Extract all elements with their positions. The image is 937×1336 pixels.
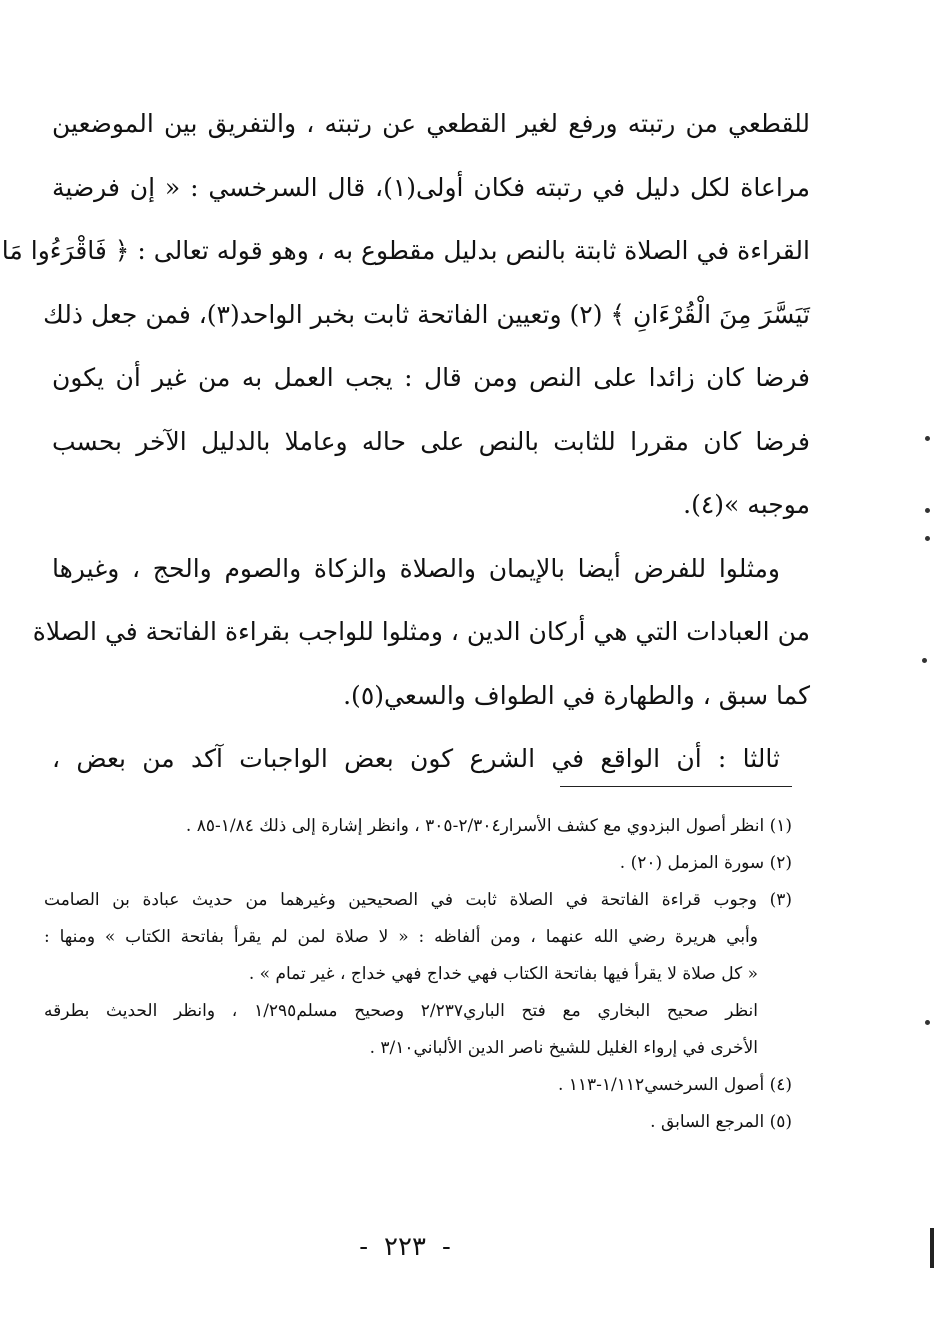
footnote-3: (٣) وجوب قراءة الفاتحة في الصلاة ثابت في الصحيحين وغيرهما من حديث عبادة بن الصامت: [44, 890, 792, 910]
footnotes-block: [44, 808, 792, 1141]
scan-dot-mark: [925, 1020, 930, 1025]
body-line-4: تَيَسَّرَ مِنَ الْقُرْءَانِ ﴾ (٢) وتعيين الفاتحة ثابت بخبر الواحد(٣)، فمن جعل ذلك: [43, 299, 810, 329]
body-line-7: موجبه »(٤).: [683, 490, 810, 519]
body-line-6: فرضا كان مقررا للثابت بالنص على حاله وعاملا بالدليل الآخر بحسب: [52, 426, 810, 456]
main-text-block: [1, 92, 810, 791]
body-line-2: مراعاة لكل دليل في رتبته فكان أولى(١)، قال السرخسي : « إن فرضية: [52, 172, 810, 202]
body-line-11: ثالثا : أن الواقع في الشرع كون بعض الواجبات آكد من بعض ،: [52, 744, 780, 773]
scan-edge-mark: [930, 1228, 934, 1268]
body-line-8: ومثلوا للفرض أيضا بالإيمان والصلاة والزكاة والصوم والحج ، وغيرها: [52, 553, 780, 583]
body-line-3: القراءة في الصلاة ثابتة بالنص بدليل مقطوع به ، وهو قوله تعالى : ﴿ فَاقْرَءُوا مَا: [1, 236, 810, 265]
footnote-5: (٥) المرجع السابق .: [650, 1112, 792, 1132]
footnote-divider: [560, 786, 792, 787]
page-number: [0, 1232, 810, 1262]
body-line-1: للقطعي من رتبته ورفع لغير القطعي عن رتبته ، والتفريق بين الموضعين: [52, 109, 810, 138]
footnote-1: (١) انظر أصول البزدوي مع كشف الأسرار٢/٣٠٤-٣٠٥ ، وانظر إشارة إلى ذلك ١/٨٤-٨٥ .: [185, 816, 792, 836]
footnote-4: (٤) أصول السرخسي١/١١٢-١١٣ .: [557, 1075, 792, 1095]
page-number-dash-right: -: [441, 1232, 451, 1262]
scan-dot-mark: [925, 436, 930, 441]
body-line-10: كما سبق ، والطهارة في الطواف والسعي(٥).: [343, 680, 810, 710]
page-number-value: ٢٢٣: [384, 1232, 426, 1262]
body-line-5: فرضا كان زائدا على النص ومن قال : يجب العمل به من غير أن يكون: [52, 363, 810, 392]
footnote-3-line-2: وأبي هريرة رضي الله عنهما ، ومن ألفاظه : « لا صلاة لمن لم يقرأ بفاتحة الكتاب » ومنها :: [44, 927, 758, 947]
body-line-9: من العبادات التي هي أركان الدين ، ومثلوا للواجب بقراءة الفاتحة في الصلاة: [32, 617, 810, 646]
scan-dot-mark: [925, 536, 930, 541]
scan-dot-mark: [922, 658, 927, 663]
page-number-dash-left: -: [359, 1232, 369, 1262]
footnote-2: (٢) سورة المزمل (٢٠) .: [619, 853, 792, 873]
scan-dot-mark: [925, 508, 930, 513]
footnote-3-line-3: « كل صلاة لا يقرأ فيها بفاتحة الكتاب فهي خداج فهي خداج ، غير تمام » .: [248, 964, 758, 984]
footnote-3-line-4: انظر صحيح البخاري مع فتح الباري٢/٢٣٧ وصحيح مسلم١/٢٩٥ ، وانظر الحديث بطرقه: [44, 1001, 758, 1021]
footnote-3-line-5: الأخرى في إرواء الغليل للشيخ ناصر الدين الألباني٣/١٠ .: [369, 1038, 758, 1058]
